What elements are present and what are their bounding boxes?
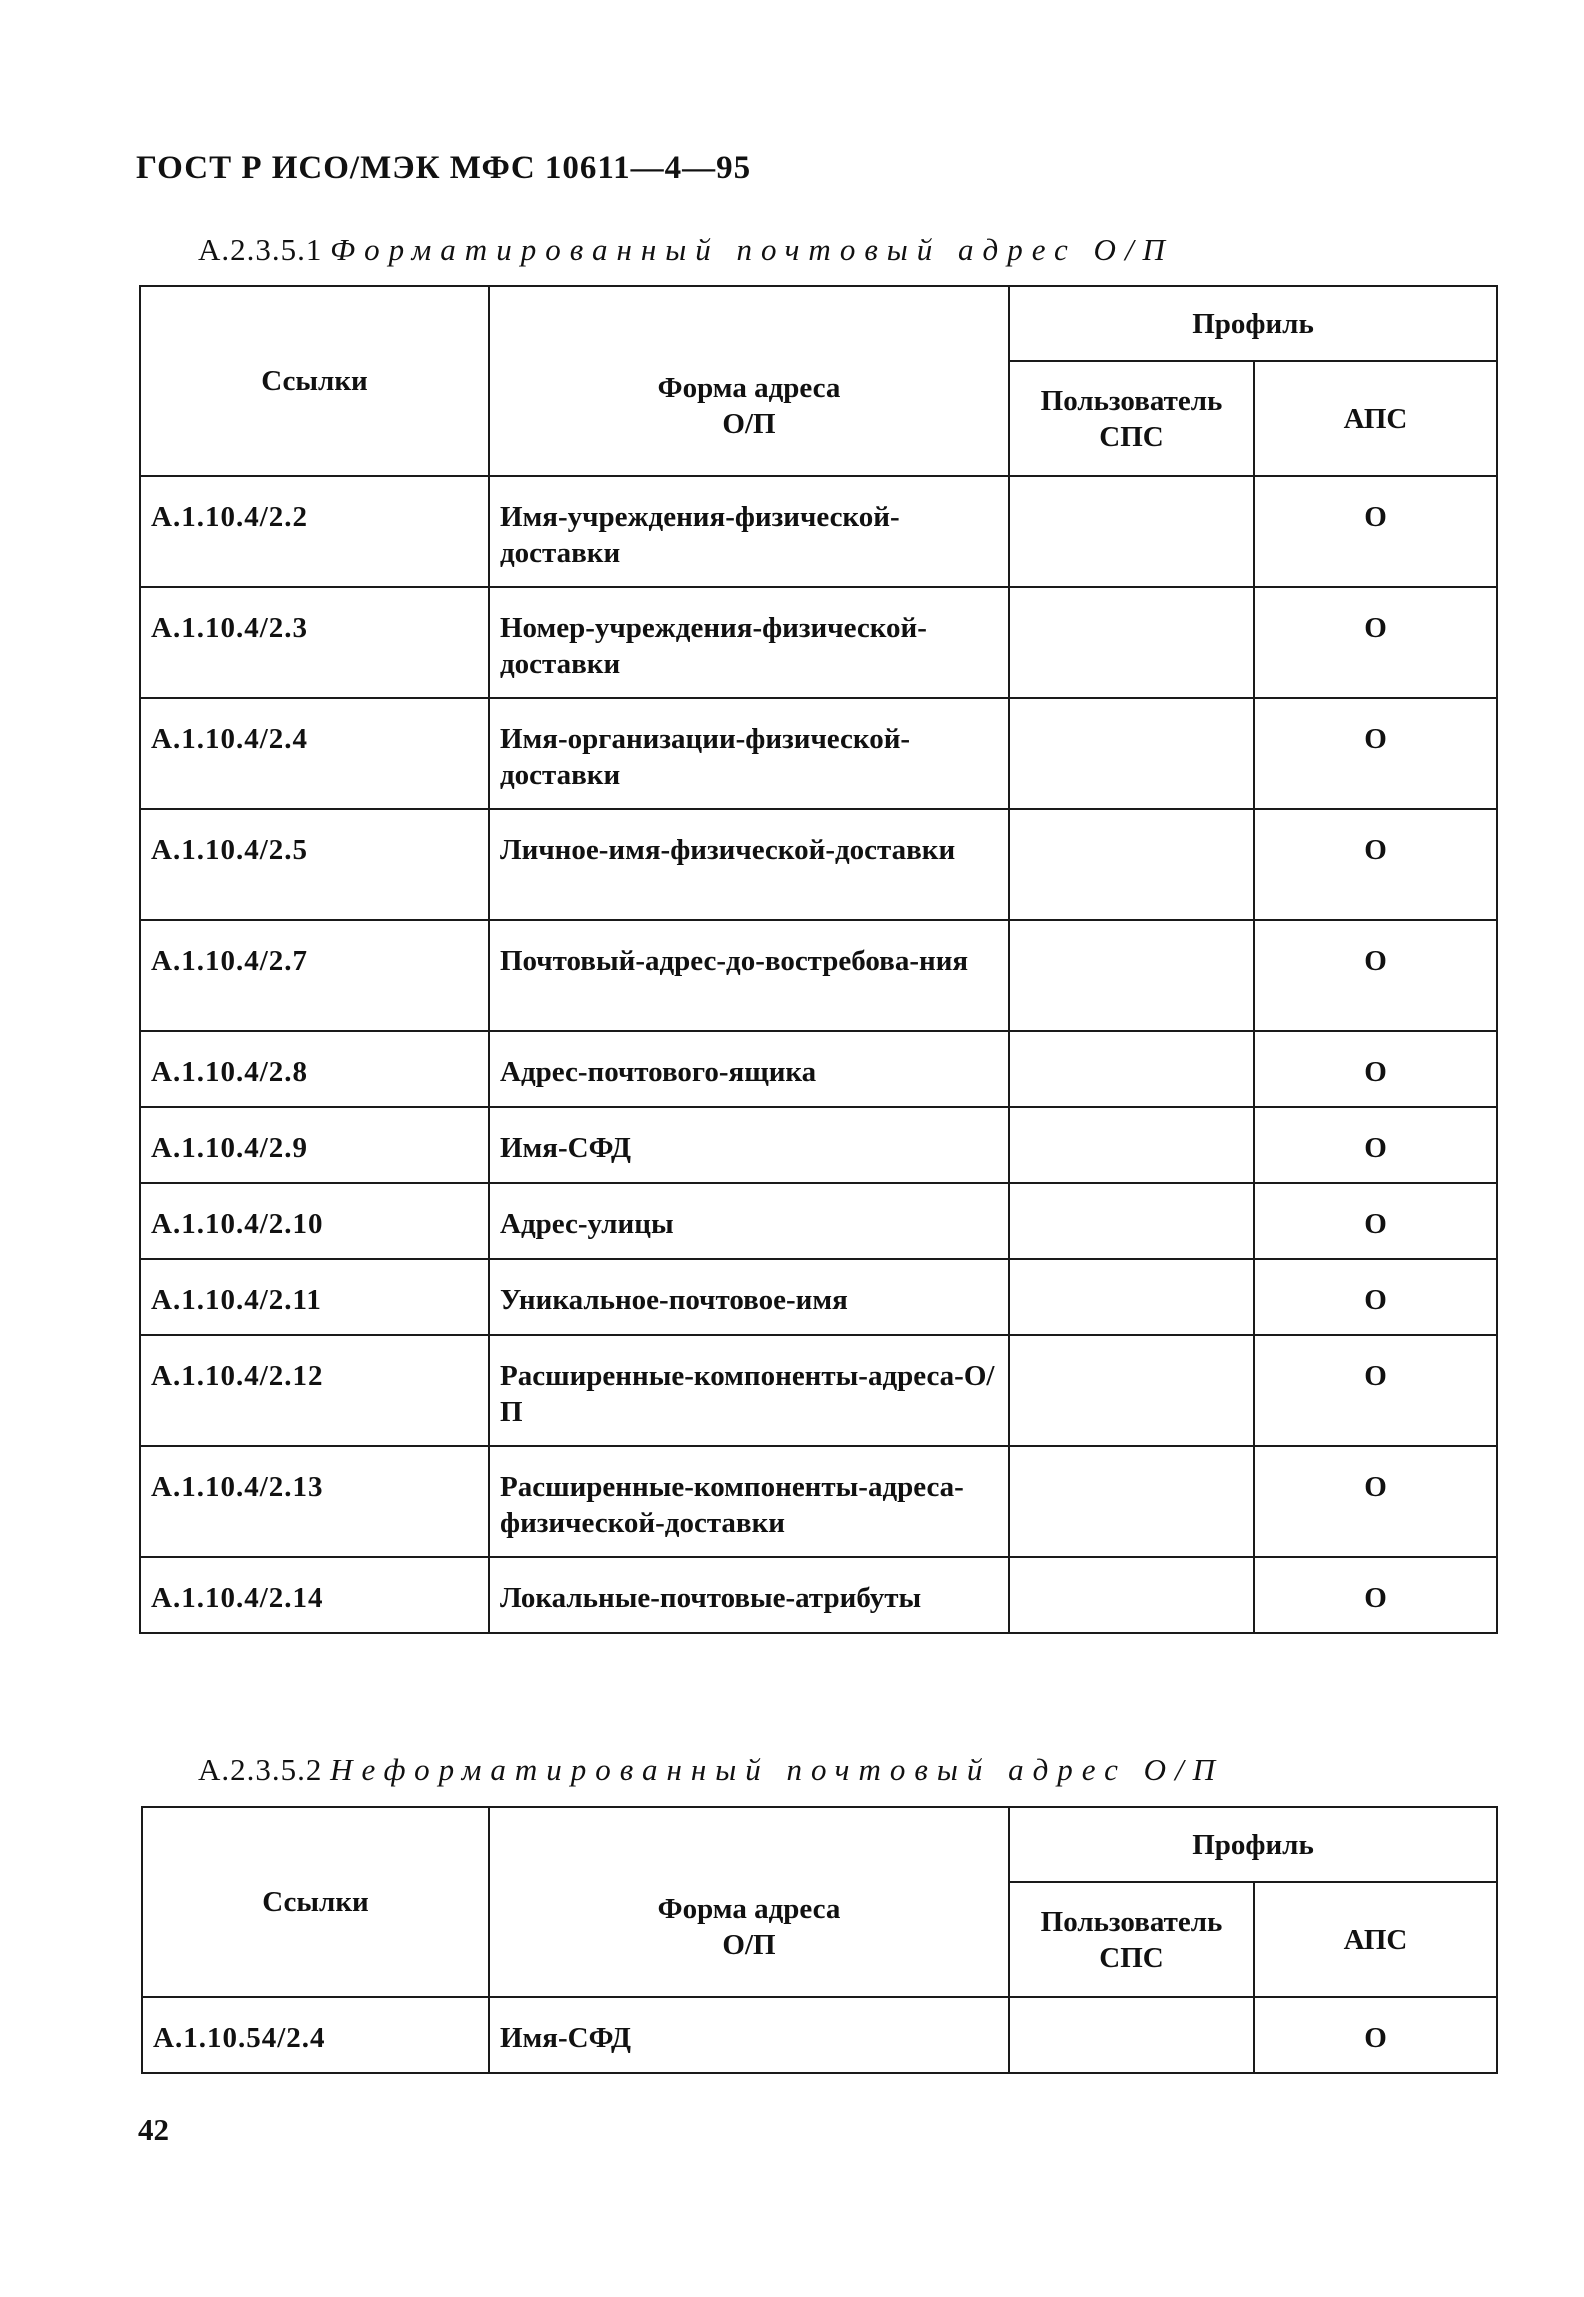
form-cell: Расширенные-компоненты-адреса-физической-доставки: [489, 1446, 1009, 1557]
section-number: А.2.3.5.2: [198, 1752, 323, 1787]
aps-cell: О: [1254, 698, 1497, 809]
user-cell: [1009, 1183, 1254, 1259]
aps-cell: О: [1254, 1446, 1497, 1557]
form-cell: Личное-имя-физической-доставки: [489, 809, 1009, 920]
user-cell: [1009, 809, 1254, 920]
user-cell: [1009, 1446, 1254, 1557]
user-cell: [1009, 476, 1254, 587]
document-header: ГОСТ Р ИСО/МЭК МФС 10611—4—95: [136, 150, 752, 186]
aps-cell: О: [1254, 1557, 1497, 1633]
table-row: [140, 1446, 1497, 1557]
column-header-user: Пользователь СПС: [1009, 361, 1254, 476]
aps-cell: О: [1254, 476, 1497, 587]
ref-cell: А.1.10.4/2.3: [140, 587, 489, 698]
form-cell: Адрес-почтового-ящика: [489, 1031, 1009, 1107]
user-cell: [1009, 1997, 1254, 2073]
form-cell: Имя-организации-физической-доставки: [489, 698, 1009, 809]
table-row: [140, 698, 1497, 809]
unformatted-address-table: [141, 1806, 1498, 2074]
ref-cell: А.1.10.4/2.2: [140, 476, 489, 587]
ref-cell: А.1.10.4/2.10: [140, 1183, 489, 1259]
table-row: [142, 1997, 1497, 2073]
aps-cell: О: [1254, 1031, 1497, 1107]
user-cell: [1009, 1107, 1254, 1183]
aps-cell: О: [1254, 1335, 1497, 1446]
aps-cell: О: [1254, 1107, 1497, 1183]
aps-cell: О: [1254, 1259, 1497, 1335]
table-row: [140, 476, 1497, 587]
user-cell: [1009, 920, 1254, 1031]
ref-cell: А.1.10.4/2.4: [140, 698, 489, 809]
column-header-user: Пользователь СПС: [1009, 1882, 1254, 1997]
form-cell: Номер-учреждения-физической-доставки: [489, 587, 1009, 698]
form-cell: Расширенные-компоненты-адреса-О/П: [489, 1335, 1009, 1446]
column-header-refs: Ссылки: [142, 1807, 489, 1997]
table-row: [140, 1183, 1497, 1259]
form-cell: Почтовый-адрес-до-востребова-ния: [489, 920, 1009, 1031]
user-cell: [1009, 587, 1254, 698]
table-row: [140, 1335, 1497, 1446]
section-title-formatted: [198, 232, 1174, 268]
column-header-aps: АПС: [1254, 361, 1497, 476]
form-cell: Локальные-почтовые-атрибуты: [489, 1557, 1009, 1633]
form-cell: Имя-учреждения-физической-доставки: [489, 476, 1009, 587]
page-number: 42: [138, 2112, 169, 2147]
aps-cell: О: [1254, 1183, 1497, 1259]
ref-cell: А.1.10.54/2.4: [142, 1997, 489, 2073]
ref-cell: А.1.10.4/2.9: [140, 1107, 489, 1183]
column-header-refs: Ссылки: [140, 286, 489, 476]
form-cell: Имя-СФД: [489, 1107, 1009, 1183]
section-heading: Неформатированный почтовый адрес О/П: [330, 1752, 1224, 1787]
form-cell: Уникальное-почтовое-имя: [489, 1259, 1009, 1335]
user-cell: [1009, 1031, 1254, 1107]
ref-cell: А.1.10.4/2.5: [140, 809, 489, 920]
ref-cell: А.1.10.4/2.13: [140, 1446, 489, 1557]
table-row: [140, 920, 1497, 1031]
column-header-form: Форма адреса О/П: [489, 1807, 1009, 1997]
section-title-unformatted: [198, 1752, 1224, 1788]
table-row: [140, 809, 1497, 920]
table-row: [140, 1259, 1497, 1335]
aps-cell: О: [1254, 1997, 1497, 2073]
user-cell: [1009, 1557, 1254, 1633]
section-heading: Форматированный почтовый адрес О/П: [330, 232, 1174, 267]
formatted-address-table: [139, 285, 1498, 1634]
form-cell: Имя-СФД: [489, 1997, 1009, 2073]
user-cell: [1009, 1335, 1254, 1446]
table-row: [140, 1557, 1497, 1633]
ref-cell: А.1.10.4/2.14: [140, 1557, 489, 1633]
aps-cell: О: [1254, 587, 1497, 698]
ref-cell: А.1.10.4/2.8: [140, 1031, 489, 1107]
column-header-profile: Профиль: [1009, 286, 1497, 361]
ref-cell: А.1.10.4/2.7: [140, 920, 489, 1031]
column-header-form: Форма адреса О/П: [489, 286, 1009, 476]
section-number: А.2.3.5.1: [198, 232, 323, 267]
ref-cell: А.1.10.4/2.11: [140, 1259, 489, 1335]
table-row: [140, 1107, 1497, 1183]
form-cell: Адрес-улицы: [489, 1183, 1009, 1259]
user-cell: [1009, 1259, 1254, 1335]
column-header-aps: АПС: [1254, 1882, 1497, 1997]
ref-cell: А.1.10.4/2.12: [140, 1335, 489, 1446]
table-row: [140, 587, 1497, 698]
table-row: [140, 1031, 1497, 1107]
column-header-profile: Профиль: [1009, 1807, 1497, 1882]
aps-cell: О: [1254, 920, 1497, 1031]
aps-cell: О: [1254, 809, 1497, 920]
user-cell: [1009, 698, 1254, 809]
